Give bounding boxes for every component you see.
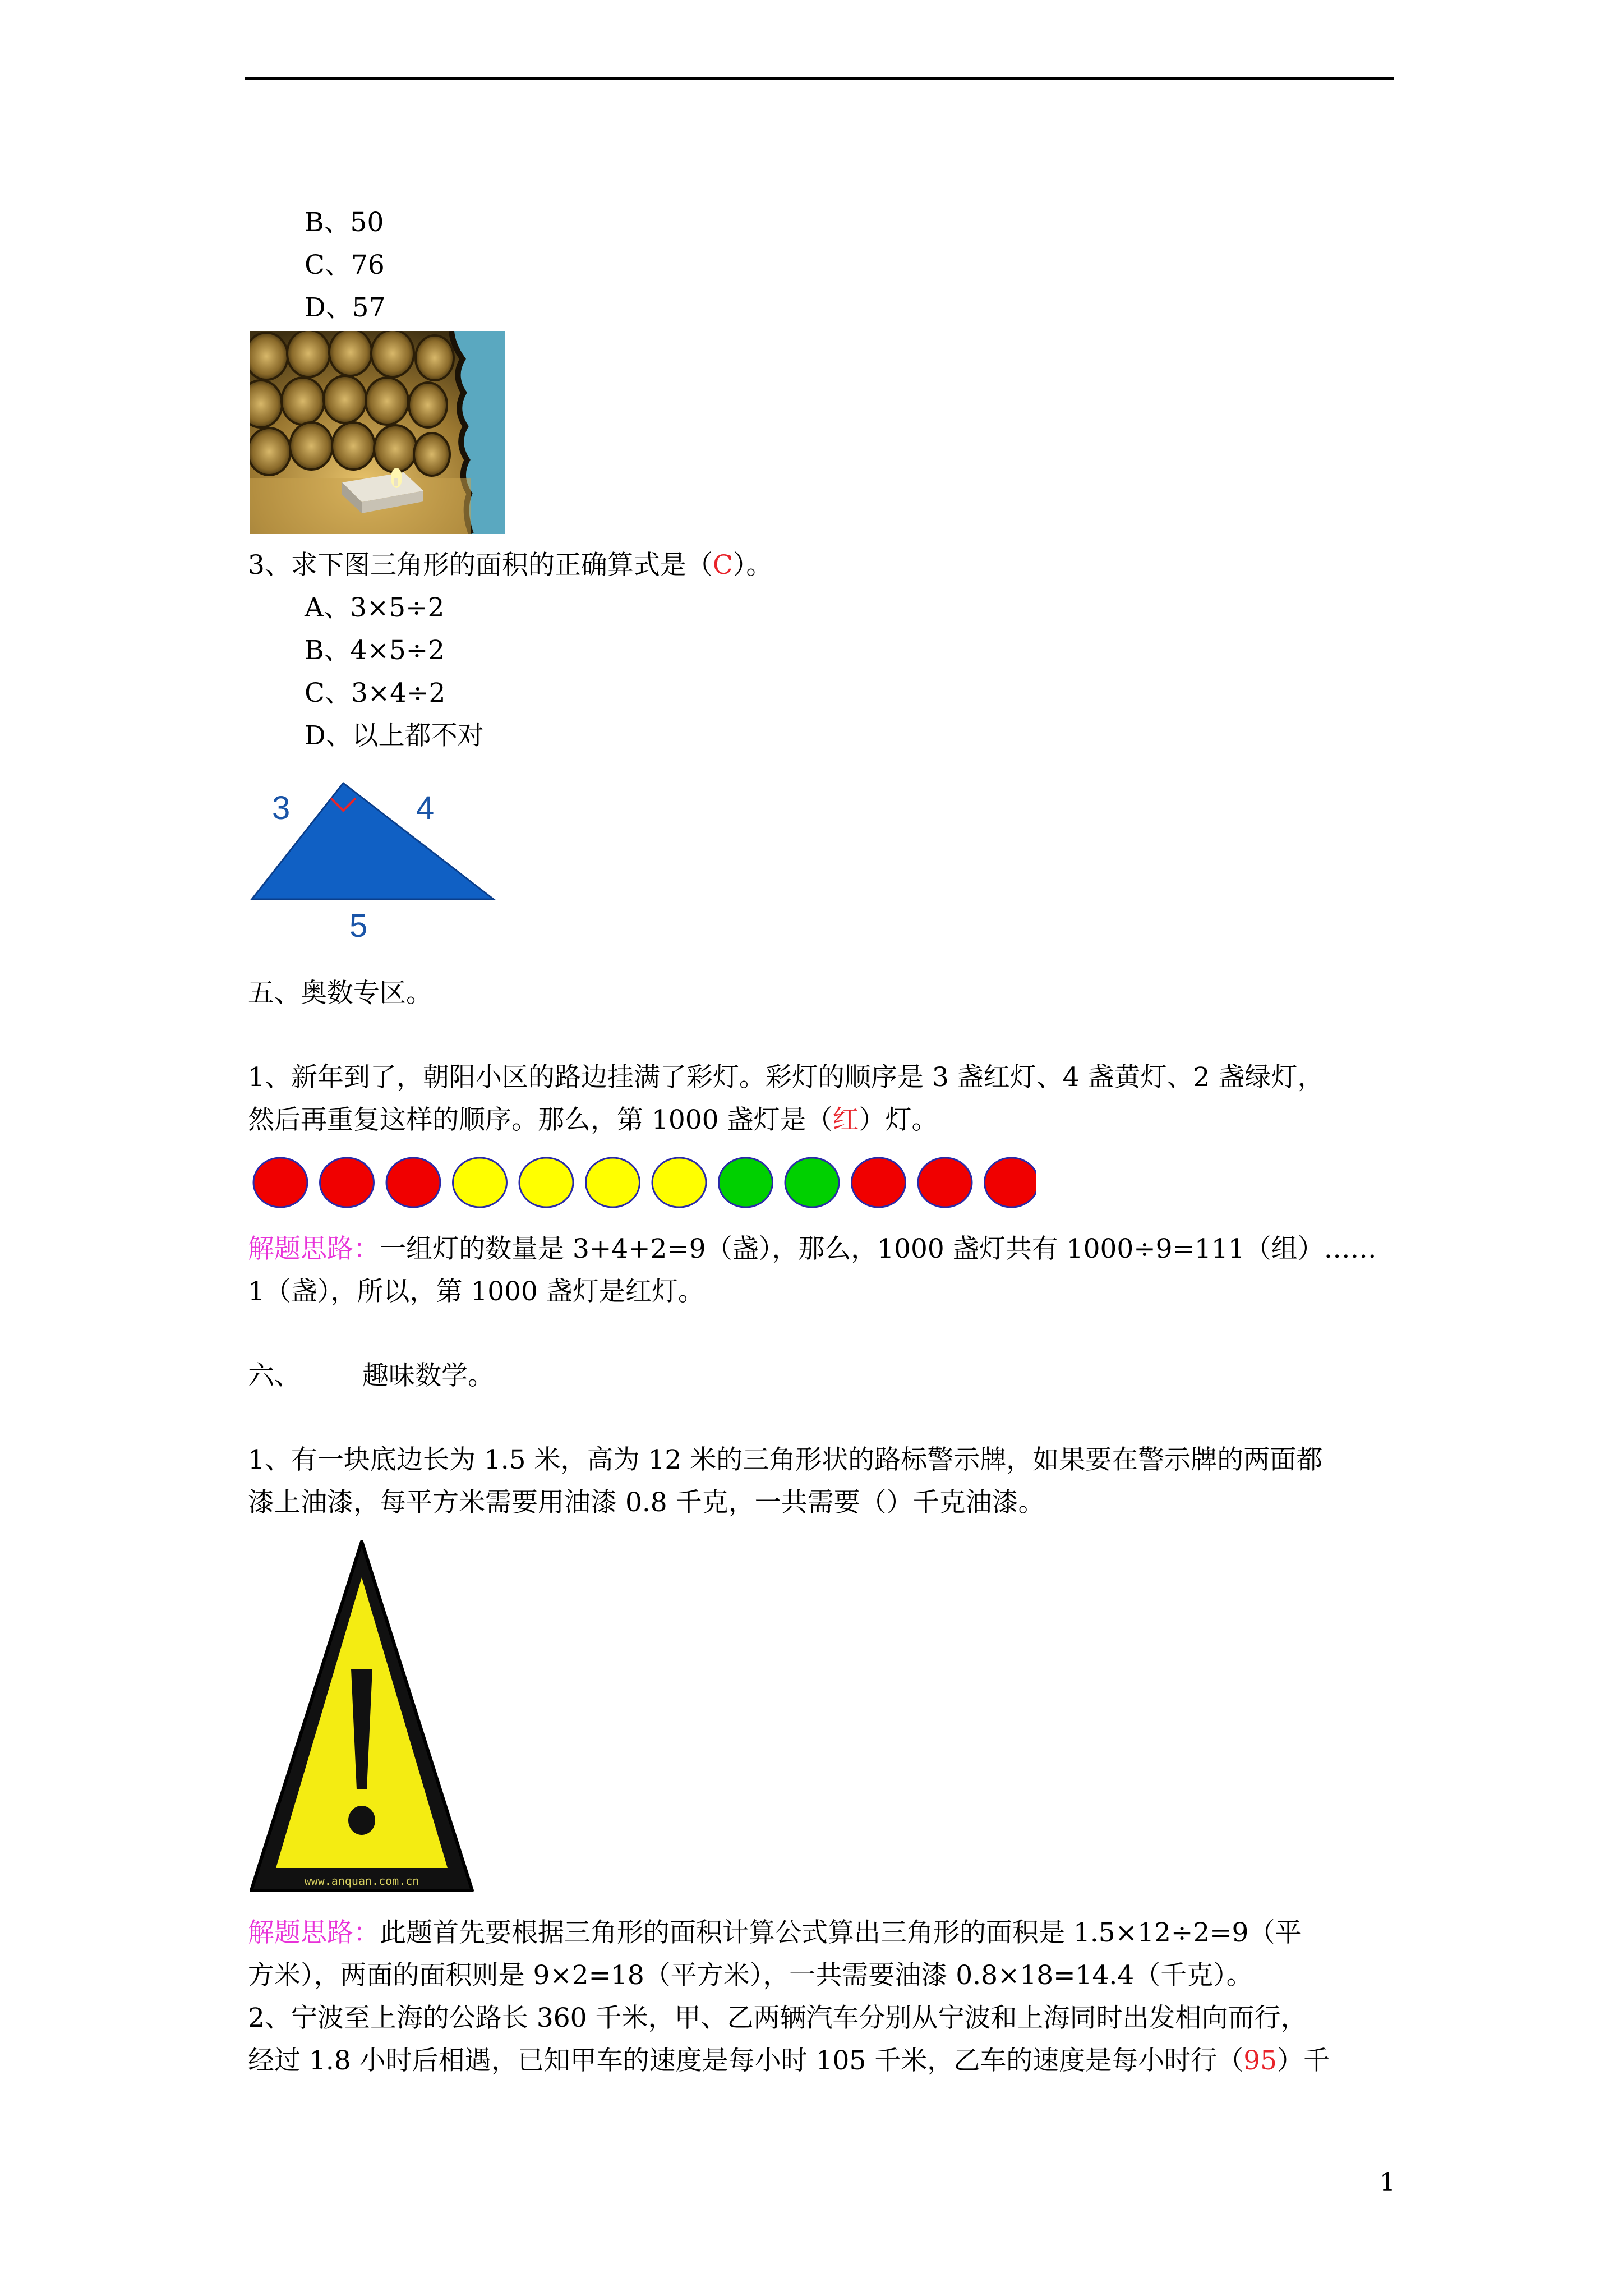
- section5-q1-line2: 然后再重复这样的顺序。那么，第 1000 盏灯是（红）灯。: [248, 1105, 938, 1135]
- light-sequence: [251, 1152, 1036, 1213]
- q2-option-d: D、57: [305, 292, 386, 323]
- section6-q1-line2: 漆上油漆，每平方米需要用油漆 0.8 千克，一共需要（）千克油漆。: [248, 1487, 1045, 1518]
- sign-watermark: www.anquan.com.cn: [304, 1874, 419, 1888]
- warning-sign-image: [247, 1537, 477, 1895]
- q3-option-b: B、4×5÷2: [305, 635, 445, 666]
- yellow-light: [453, 1158, 507, 1207]
- red-light: [320, 1158, 374, 1207]
- section6-q2-answer: 95: [1243, 2045, 1278, 2076]
- section5-title: 五、奥数专区。: [248, 978, 432, 1009]
- section5-q1-answer: 红: [832, 1105, 859, 1135]
- section5-solution-line1: 解题思路：一组灯的数量是 3+4+2=9（盏），那么，1000 盏灯共有 1000÷9=111（组）……: [248, 1234, 1377, 1264]
- side-label-3: 3: [272, 790, 291, 826]
- side-label-4: 4: [416, 790, 435, 826]
- q3-answer: C: [712, 550, 733, 581]
- green-light: [719, 1158, 773, 1207]
- yellow-light: [652, 1158, 706, 1207]
- yellow-light: [586, 1158, 640, 1207]
- page-number: 1: [1380, 2168, 1395, 2197]
- solution-label: 解题思路：: [248, 1234, 380, 1264]
- header-rule: [245, 77, 1394, 80]
- side-label-5: 5: [349, 908, 368, 944]
- right-triangle-figure: [247, 777, 499, 951]
- section5-q1-line1: 1、新年到了，朝阳小区的路边挂满了彩灯。彩灯的顺序是 3 盏红灯、4 盏黄灯、2 盏绿灯，: [248, 1062, 1324, 1093]
- barrels-illustration: [250, 331, 505, 534]
- section6-solution-line1: 解题思路：此题首先要根据三角形的面积计算公式算出三角形的面积是 1.5×12÷2=9（平: [248, 1917, 1302, 1948]
- q3-option-c: C、3×4÷2: [305, 678, 446, 708]
- q3-question: 3、求下图三角形的面积的正确算式是（C）。: [248, 550, 773, 581]
- section5-solution-line2: 1（盏），所以，第 1000 盏灯是红灯。: [248, 1276, 704, 1307]
- section6-q2-line2: 经过 1.8 小时后相遇，已知甲车的速度是每小时 105 千米，乙车的速度是每小时行（95）千: [248, 2045, 1330, 2076]
- section6-q1-line1: 1、有一块底边长为 1.5 米，高为 12 米的三角形状的路标警示牌，如果要在警示牌的两面都: [248, 1444, 1323, 1475]
- q2-option-c: C、76: [305, 250, 385, 280]
- red-light: [852, 1158, 906, 1207]
- section6-q2-line1: 2、宁波至上海的公路长 360 千米，甲、乙两辆汽车分别从宁波和上海同时出发相向而行，: [248, 2003, 1307, 2033]
- section6-solution-line2: 方米），两面的面积则是 9×2=18（平方米），一共需要油漆 0.8×18=14.4（千克）。: [248, 1960, 1253, 1991]
- red-light: [253, 1158, 307, 1207]
- q3-option-d: D、以上都不对: [305, 720, 484, 751]
- section6-title: 六、 趣味数学。: [248, 1360, 494, 1391]
- green-light: [785, 1158, 839, 1207]
- q2-option-b: B、50: [305, 207, 384, 238]
- red-light: [918, 1158, 972, 1207]
- red-light: [985, 1158, 1037, 1207]
- q3-option-a: A、3×5÷2: [305, 592, 445, 623]
- red-light: [386, 1158, 440, 1207]
- solution-label: 解题思路：: [248, 1917, 380, 1948]
- yellow-light: [519, 1158, 573, 1207]
